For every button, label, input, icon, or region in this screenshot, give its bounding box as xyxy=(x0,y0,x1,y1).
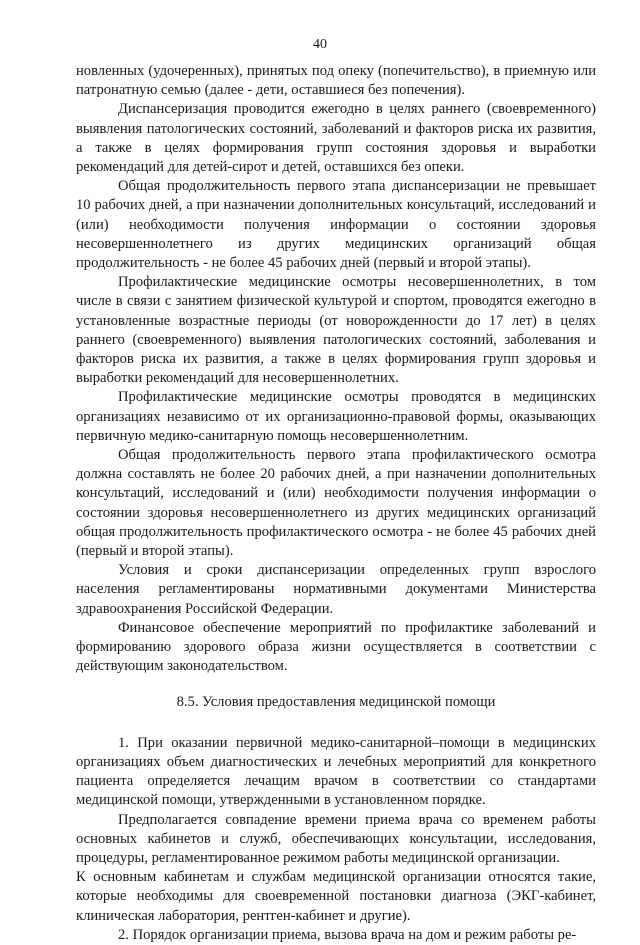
section-heading: 8.5. Условия предоставления медицинской помощи xyxy=(176,693,496,710)
paragraph-financing: Финансовое обеспечение мероприятий по профилактике заболеваний и формированию здорового образа жизни осуществляется в соответствии с действующим законодательством. xyxy=(76,619,596,675)
document-body xyxy=(76,62,596,945)
paragraph-reception-hours: Предполагается совпадение времени приема врача со временем работы основных кабинетов и служб, обеспечивающих консультации, исследования, процедуры, регламентированное режимом работы медицинской организации. xyxy=(76,811,596,866)
page-number: 40 xyxy=(313,37,327,52)
paragraph-dispensarization-duration: Общая продолжительность первого этапа диспансеризации не превышает 10 рабочих дней, а при назначении дополнительных консультаций, исследований и (или) необходимости получения информации о состоянии здоровья несовершеннолетнего из других медицинских организаций общая продолжительность - не более 45 рабочих дней (первый и второй этапы). xyxy=(76,178,596,272)
paragraph-reception-procedure: 2. Порядок организации приема, вызова врача на дом и режим работы ре- xyxy=(118,926,577,943)
paragraph-adult-dispensarization: Условия и сроки диспансеризации определенных групп взрослого населения регламентированы нормативными документами Министерства здравоохранения Российской Федерации. xyxy=(76,562,596,617)
paragraph-continuation: новленных (удочеренных), принятых под опеку (попечительство), в приемную или патронатную семью (далее - дети, оставшиеся без попечения). xyxy=(76,63,596,99)
paragraph-primary-care-scope: 1. При оказании первичной медико-санитарной–помощи в медицинских организациях объем диагностических и лечебных мероприятий для конкретного пациента определяется лечащим врачом в соответствии со стандартами медицинской помощи, утвержденными в установленном порядке. xyxy=(76,734,596,809)
paragraph-preventive-exams: Профилактические медицинские осмотры несовершеннолетних, в том числе в связи с занятием физической культурой и спортом, проводятся ежегодно в установленные возрастные периоды (от новорожденности до 17 лет) в целях раннего (своевременного) выявления патологических состояний, заболевания и факторов риска их развития, а также в целях формирования групп здоровья и выработки рекомендаций для несовершеннолетних. xyxy=(76,274,596,387)
paragraph-dispensarization-purpose: Диспансеризация проводится ежегодно в целях раннего (своевременного) выявления патологических состояний, заболеваний и факторов риска их развития, а также в целях формирования групп состояния здоровья и выработки рекомендаций для детей-сирот и детей, оставшихся без опеки. xyxy=(76,101,596,176)
paragraph-main-offices: К основным кабинетам и службам медицинской организации относятся такие, которые необходимы для своевременной постановки диагноза (ЭКГ-кабинет, клиническая лаборатория, рентген-кабинет и другие). xyxy=(76,869,596,924)
paragraph-exam-duration: Общая продолжительность первого этапа профилактического осмотра должна составлять не более 20 рабочих дней, а при назначении дополнительных консультаций, исследований и (или) необходимости получения информации о состоянии здоровья несовершеннолетнего из других медицинских организаций общая продолжительность профилактического осмотра - не более 45 рабочих дней (первый и второй этапы). xyxy=(76,447,596,560)
paragraph-exam-organizations: Профилактические медицинские осмотры проводятся в медицинских организациях независимо от их организационно-правовой формы, оказывающих первичную медико-санитарную помощь несовершеннолетним. xyxy=(76,389,596,444)
